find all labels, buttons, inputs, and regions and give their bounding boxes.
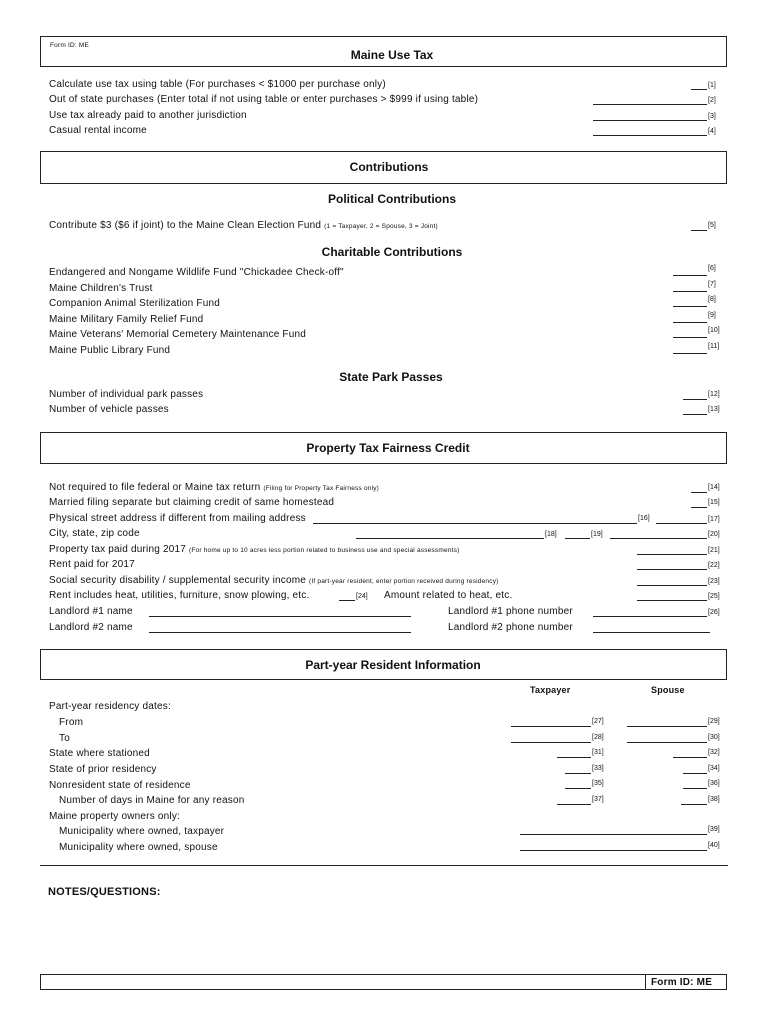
from-spouse-field[interactable] xyxy=(627,726,707,727)
park-individual-ref: [12] xyxy=(708,391,720,398)
use-tax-line-4-label: Casual rental income xyxy=(49,125,147,136)
line-19-ref: [19] xyxy=(591,531,603,538)
use-tax-line-4-ref: [4] xyxy=(708,128,716,135)
line-16-field[interactable] xyxy=(313,523,637,524)
prior-spouse-ref: [34] xyxy=(708,765,720,772)
clean-election-note: (1 = Taxpayer, 2 = Spouse, 3 = Joint) xyxy=(324,223,438,230)
line-23-text: Social security disability / supplemental security income xyxy=(49,575,307,586)
to-taxpayer-ref: [28] xyxy=(592,734,604,741)
line-14-field[interactable] xyxy=(691,492,707,493)
line-25-ref: [25] xyxy=(708,593,720,600)
contributions-title: Contributions xyxy=(349,160,429,174)
use-tax-line-2-ref: [2] xyxy=(708,97,716,104)
landlord-2-phone-field[interactable] xyxy=(593,632,710,633)
charity-6-label: Maine Public Library Fund xyxy=(49,345,171,356)
stationed-spouse-field[interactable] xyxy=(673,757,707,758)
charity-5-label: Maine Veterans' Memorial Cemetery Maintenance Fund xyxy=(49,329,307,340)
landlord-2-name-field[interactable] xyxy=(149,632,411,633)
to-spouse-field[interactable] xyxy=(627,742,707,743)
park-vehicle-label: Number of vehicle passes xyxy=(49,404,169,415)
municipality-taxpayer-field[interactable] xyxy=(520,834,707,835)
use-tax-line-1-ref: [1] xyxy=(708,82,716,89)
state-park-passes-title: State Park Passes xyxy=(339,370,443,384)
prior-spouse-field[interactable] xyxy=(683,773,707,774)
landlord-2-name-label: Landlord #2 name xyxy=(49,622,133,633)
landlord-1-ref: [26] xyxy=(708,609,720,616)
line-18-field[interactable] xyxy=(356,538,544,539)
line-14-label xyxy=(49,482,379,493)
from-spouse-ref: [29] xyxy=(708,718,720,725)
line-14-text: Not required to file federal or Maine tax return xyxy=(49,482,261,493)
line-21-note: (For home up to 10 acres less portion related to business use and special assessments) xyxy=(188,547,460,554)
part-year-title: Part-year Resident Information xyxy=(305,658,481,672)
line-24-ref: [24] xyxy=(356,593,368,600)
notes-area[interactable] xyxy=(48,905,726,965)
line-24-field[interactable] xyxy=(339,600,355,601)
charity-1-label: Endangered and Nongame Wildlife Fund "Chickadee Check-off" xyxy=(49,267,344,278)
days-spouse-field[interactable] xyxy=(681,804,707,805)
property-tax-title: Property Tax Fairness Credit xyxy=(306,441,470,455)
municipality-spouse-field[interactable] xyxy=(520,850,707,851)
property-owners-label: Maine property owners only: xyxy=(49,811,181,822)
line-23-field[interactable] xyxy=(637,585,707,586)
section-divider xyxy=(40,865,728,866)
use-tax-line-3-field[interactable] xyxy=(593,120,707,121)
prior-taxpayer-field[interactable] xyxy=(565,773,591,774)
clean-election-ref: [5] xyxy=(708,222,716,229)
municipality-spouse-ref: [40] xyxy=(708,842,720,849)
taxpayer-column-header: Taxpayer xyxy=(530,685,571,695)
spouse-column-header: Spouse xyxy=(651,685,685,695)
nonres-taxpayer-field[interactable] xyxy=(565,788,591,789)
line-15-field[interactable] xyxy=(691,507,707,508)
use-tax-line-3-label: Use tax already paid to another jurisdiction xyxy=(49,110,247,121)
park-individual-field[interactable] xyxy=(683,399,707,400)
line-17-field[interactable] xyxy=(656,523,707,524)
line-23-label xyxy=(49,575,499,586)
charity-6-field[interactable] xyxy=(673,353,707,354)
days-taxpayer-ref: [37] xyxy=(592,796,604,803)
landlord-1-phone-label: Landlord #1 phone number xyxy=(448,606,573,617)
use-tax-line-3-ref: [3] xyxy=(708,113,716,120)
charity-1-field[interactable] xyxy=(673,275,707,276)
municipality-spouse-label: Municipality where owned, spouse xyxy=(59,842,218,853)
line-18-ref: [18] xyxy=(545,531,557,538)
from-taxpayer-ref: [27] xyxy=(592,718,604,725)
line-17-ref: [17] xyxy=(708,516,720,523)
footer-box xyxy=(40,974,727,990)
use-tax-line-1-field[interactable] xyxy=(691,89,707,90)
charity-3-ref: [8] xyxy=(708,296,716,303)
line-16-label: Physical street address if different from mailing address xyxy=(49,513,306,524)
park-vehicle-field[interactable] xyxy=(683,414,707,415)
line-23-ref: [23] xyxy=(708,578,720,585)
residency-dates-label: Part-year residency dates: xyxy=(49,701,171,712)
line-14-note: (Filing for Property Tax Fairness only) xyxy=(263,485,380,492)
charity-2-field[interactable] xyxy=(673,291,707,292)
landlord-1-name-label: Landlord #1 name xyxy=(49,606,133,617)
line-14-ref: [14] xyxy=(708,484,720,491)
use-tax-line-2-label: Out of state purchases (Enter total if not using table or enter purchases > $999 if using table) xyxy=(49,94,479,105)
line-25-field[interactable] xyxy=(637,600,707,601)
line-21-label xyxy=(49,544,459,555)
charitable-contributions-title: Charitable Contributions xyxy=(321,245,463,259)
stationed-taxpayer-ref: [31] xyxy=(592,749,604,756)
nonres-taxpayer-ref: [35] xyxy=(592,780,604,787)
line-22-field[interactable] xyxy=(637,569,707,570)
stationed-label: State where stationed xyxy=(49,748,150,759)
days-in-maine-label: Number of days in Maine for any reason xyxy=(59,795,245,806)
charity-6-ref: [11] xyxy=(708,343,720,350)
municipality-taxpayer-label: Municipality where owned, taxpayer xyxy=(59,826,225,837)
page-title: Maine Use Tax xyxy=(350,48,434,62)
from-label: From xyxy=(59,717,84,728)
charity-3-field[interactable] xyxy=(673,306,707,307)
charity-1-ref: [6] xyxy=(708,265,716,272)
line-23-note: (If part-year resident, enter portion received during residency) xyxy=(309,578,499,585)
notes-label: NOTES/QUESTIONS: xyxy=(48,886,161,898)
line-22-ref: [22] xyxy=(708,562,720,569)
nonres-spouse-field[interactable] xyxy=(683,788,707,789)
line-24-label: Rent includes heat, utilities, furniture, snow plowing, etc. xyxy=(49,590,310,601)
political-contributions-title: Political Contributions xyxy=(328,192,456,206)
line-21-field[interactable] xyxy=(637,554,707,555)
use-tax-line-4-field[interactable] xyxy=(593,135,707,136)
to-spouse-ref: [30] xyxy=(708,734,720,741)
line-19-field[interactable] xyxy=(565,538,590,539)
clean-election-field[interactable] xyxy=(691,230,707,231)
use-tax-line-2-field[interactable] xyxy=(593,104,707,105)
form-id-label: Form ID: ME xyxy=(50,42,90,49)
landlord-2-phone-label: Landlord #2 phone number xyxy=(448,622,573,633)
days-taxpayer-field[interactable] xyxy=(557,804,591,805)
charity-4-ref: [9] xyxy=(708,312,716,319)
charity-4-field[interactable] xyxy=(673,322,707,323)
from-taxpayer-field[interactable] xyxy=(511,726,591,727)
charity-4-label: Maine Military Family Relief Fund xyxy=(49,314,204,325)
charity-3-label: Companion Animal Sterilization Fund xyxy=(49,298,220,309)
stationed-spouse-ref: [32] xyxy=(708,749,720,756)
line-15-ref: [15] xyxy=(708,499,720,506)
line-21-text: Property tax paid during 2017 xyxy=(49,544,186,555)
to-taxpayer-field[interactable] xyxy=(511,742,591,743)
nonresident-state-label: Nonresident state of residence xyxy=(49,780,191,791)
line-20-ref: [20] xyxy=(708,531,720,538)
line-20-field[interactable] xyxy=(610,538,707,539)
to-label: To xyxy=(59,733,70,744)
landlord-1-phone-field[interactable] xyxy=(593,616,707,617)
line-25-label: Amount related to heat, etc. xyxy=(384,590,513,601)
days-spouse-ref: [38] xyxy=(708,796,720,803)
charity-5-ref: [10] xyxy=(708,327,720,334)
line-16-ref: [16] xyxy=(638,515,650,522)
prior-residency-label: State of prior residency xyxy=(49,764,157,775)
stationed-taxpayer-field[interactable] xyxy=(557,757,591,758)
line-15-label: Married filing separate but claiming credit of same homestead xyxy=(49,497,335,508)
footer-id-divider xyxy=(645,974,646,990)
charity-2-ref: [7] xyxy=(708,281,716,288)
line-22-label: Rent paid for 2017 xyxy=(49,559,135,570)
municipality-taxpayer-ref: [39] xyxy=(708,826,720,833)
charity-2-label: Maine Children's Trust xyxy=(49,283,153,294)
line-18-label: City, state, zip code xyxy=(49,528,140,539)
park-vehicle-ref: [13] xyxy=(708,406,720,413)
use-tax-line-1-label: Calculate use tax using table (For purchases < $1000 per purchase only) xyxy=(49,79,386,90)
footer-form-id: Form ID: ME xyxy=(651,977,713,988)
prior-taxpayer-ref: [33] xyxy=(592,765,604,772)
charity-5-field[interactable] xyxy=(673,337,707,338)
landlord-1-name-field[interactable] xyxy=(149,616,411,617)
line-21-ref: [21] xyxy=(708,547,720,554)
nonres-spouse-ref: [36] xyxy=(708,780,720,787)
clean-election-label xyxy=(49,220,438,231)
park-individual-label: Number of individual park passes xyxy=(49,389,204,400)
clean-election-text: Contribute $3 ($6 if joint) to the Maine Clean Election Fund xyxy=(49,220,322,231)
